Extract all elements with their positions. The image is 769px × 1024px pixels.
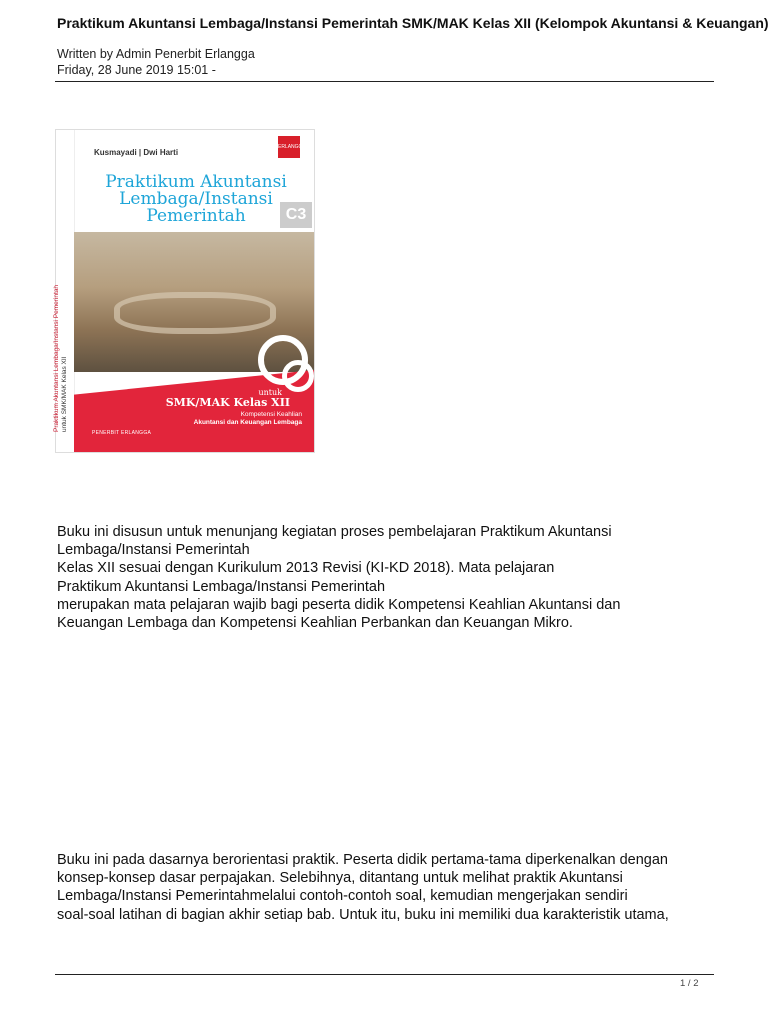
date-line: Friday, 28 June 2019 15:01 - [57, 63, 216, 77]
publisher-logo-icon: ERLANGGA [278, 136, 300, 158]
cover-untuk: untuk [258, 388, 282, 397]
author-line: Written by Admin Penerbit Erlangga [57, 47, 255, 61]
text-line: Keuangan Lembaga dan Kompetensi Keahlian Perbankan dan Keuangan Mikro. [57, 615, 573, 632]
footer-divider [55, 974, 714, 975]
text-line: Lembaga/Instansi Pemerintah [57, 542, 250, 559]
text-line: Praktikum Akuntansi Lembaga/Instansi Pemerintah [57, 578, 386, 595]
spine-subtitle: untuk SMK/MAK Kelas XII [61, 356, 68, 432]
article-meta [57, 46, 255, 78]
text-line: soal-soal latihan di bagian akhir setiap bab. Untuk itu, buku ini memiliki dua karakteristik utama, [57, 906, 669, 923]
kompetensi-label: Kompetensi Keahlian [240, 411, 302, 418]
text-line: Buku ini disusun untuk menunjang kegiatan proses pembelajaran Praktikum Akuntansi [57, 524, 612, 540]
text-line: merupakan mata pelajaran wajib bagi peserta didik Kompetensi Keahlian Akuntansi dan [57, 596, 621, 613]
paragraph-1 [57, 523, 620, 632]
cover-title: Praktikum Akuntansi Lembaga/Instansi Pemerintah [105, 172, 287, 226]
book-cover-image [55, 129, 315, 453]
kompetensi-value: Akuntansi dan Keuangan Lembaga [193, 419, 302, 426]
text-line: Kelas XII sesuai dengan Kurikulum 2013 Revisi (KI-KD 2018). Mata pelajaran [57, 560, 555, 577]
paragraph-2 [57, 851, 669, 924]
cover-kelas: SMK/MAK Kelas XII [165, 396, 290, 409]
cover-publisher: PENERBIT ERLANGGA [92, 430, 152, 436]
cover-badge: C3 [280, 202, 312, 228]
spine-title: Praktikum Akuntansi Lembaga/Instansi Pemerintah [53, 284, 60, 432]
cover-kompetensi [192, 411, 302, 427]
page-title: Praktikum Akuntansi Lembaga/Instansi Pemerintah SMK/MAK Kelas XII (Kelompok Akuntansi & Keuangan) [57, 15, 769, 31]
text-line: Buku ini pada dasarnya berorientasi praktik. Peserta didik pertama-tama diperkenalkan dengan [57, 852, 668, 868]
small-ring-icon [282, 360, 314, 392]
text-line: konsep-konsep dasar perpajakan. Selebihnya, ditantang untuk melihat praktik Akuntansi [57, 870, 623, 887]
cover-spine [53, 130, 75, 452]
page-number: 1 / 2 [680, 978, 699, 989]
header-divider [55, 81, 714, 82]
text-line: Lembaga/Instansi Pemerintahmelalui contoh-contoh soal, kemudian mengerjakan sendiri [57, 888, 628, 905]
cover-authors: Kusmayadi | Dwi Harti [94, 148, 179, 157]
